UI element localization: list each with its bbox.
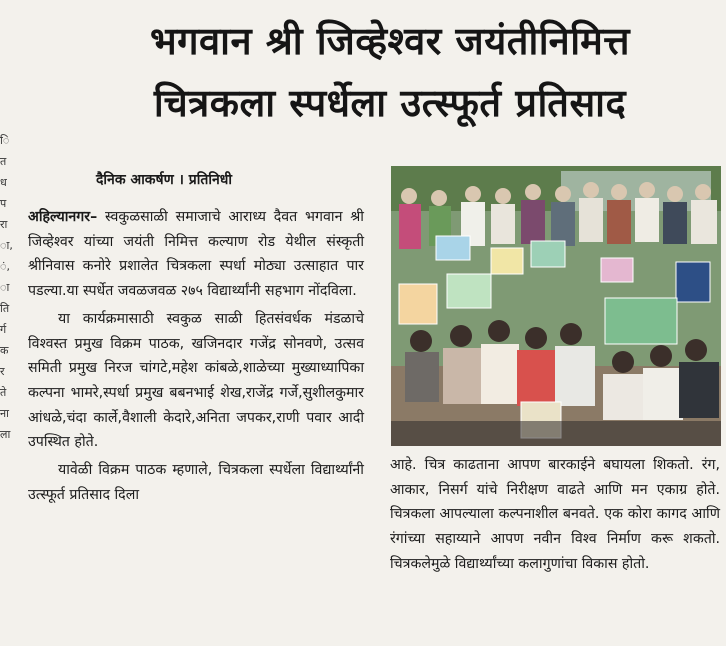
article-paragraph-2: या कार्यक्रमासाठी स्वकुळ साळी हितसंवर्धक मंडळाचे विश्वस्त प्रमुख विक्रम पाठक, खजिनदार गजेंद्र सोनवणे, उत्सव समिती प्रमुख निरज चांगटे,महेश कांबळे,शाळेच्या मुख्याध्यापिका कल्पना भामरे,स्पर्धा प्रमुख बबनभाई शेख,राजेंद्र गर्जे,सुशीलकुमार आंधळे,चंदा कार्ले,वैशाली केदारे,अनिता जपकर,राणी पवार आदी उपस्थित होते. [28, 310, 364, 451]
edge-fragment: ध [0, 176, 7, 189]
article-right-column [390, 453, 720, 577]
paragraph-text: स्वकुळसाळी समाजाचे आराध्य दैवत भगवान श्री जिव्हेश्वर यांच्या जयंती निमित्त कल्याण रोड येथील संस्कृती श्रीनिवास कनोरे प्रशालेत चित्रकला स्पर्धा मोठ्या उत्साहात पार पडल्या.या स्पर्धेत जवळजवळ २७५ विद्यार्थ्यांनी सहभाग नोंदविला. [28, 209, 364, 300]
edge-fragment: ना [0, 407, 9, 420]
article-paragraph-4: आहे. चित्र काढताना आपण बारकाईने बघायला शिकतो. रंग, आकार, निसर्ग यांचे निरीक्षण वाढते आणि मन एकाग्र होते. चित्रकला आपल्याला कल्पनाशील बनवते. एक कोरा कागद आणि रंगांच्या सहाय्याने आपण नवीन विश्व निर्माण करू शकतो. चित्रकलेमुळे विद्यार्थ्यांच्या कलागुणांचा विकास होतो. [390, 457, 720, 572]
adjacent-column-fragment [0, 130, 14, 445]
headline-line-1: भगवान श्री जिव्हेश्वर जयंतीनिमित्त [149, 19, 631, 63]
edge-fragment: त [0, 155, 7, 168]
edge-fragment: रा [0, 218, 8, 231]
edge-fragment: ि [0, 134, 10, 147]
article-paragraph-1 [28, 205, 364, 304]
edge-fragment: ति [0, 302, 10, 315]
students-group-photo [391, 166, 721, 446]
edge-fragment: ला [0, 428, 11, 441]
edge-fragment: ते [0, 386, 7, 399]
article-left-column [28, 205, 364, 507]
edge-fragment: क [0, 344, 9, 357]
edge-fragment: ा [0, 281, 10, 294]
edge-fragment: र्ग [0, 323, 7, 336]
dateline: अहिल्यानगर– [28, 209, 98, 225]
edge-fragment: र [0, 365, 5, 378]
headline-line-2: चित्रकला स्पर्धेला उत्स्फूर्त प्रतिसाद [153, 81, 627, 125]
edge-fragment: ा, [0, 239, 13, 252]
article-paragraph-3: यावेळी विक्रम पाठक म्हणाले, चित्रकला स्पर्धेला विद्यार्थ्यांनी उत्स्फूर्त प्रतिसाद दिला [28, 462, 364, 503]
event-photo [391, 166, 721, 446]
byline: दैनिक आकर्षण । प्रतिनिधी [96, 172, 232, 188]
edge-fragment: प [0, 197, 7, 210]
edge-fragment: ं, [0, 260, 11, 273]
